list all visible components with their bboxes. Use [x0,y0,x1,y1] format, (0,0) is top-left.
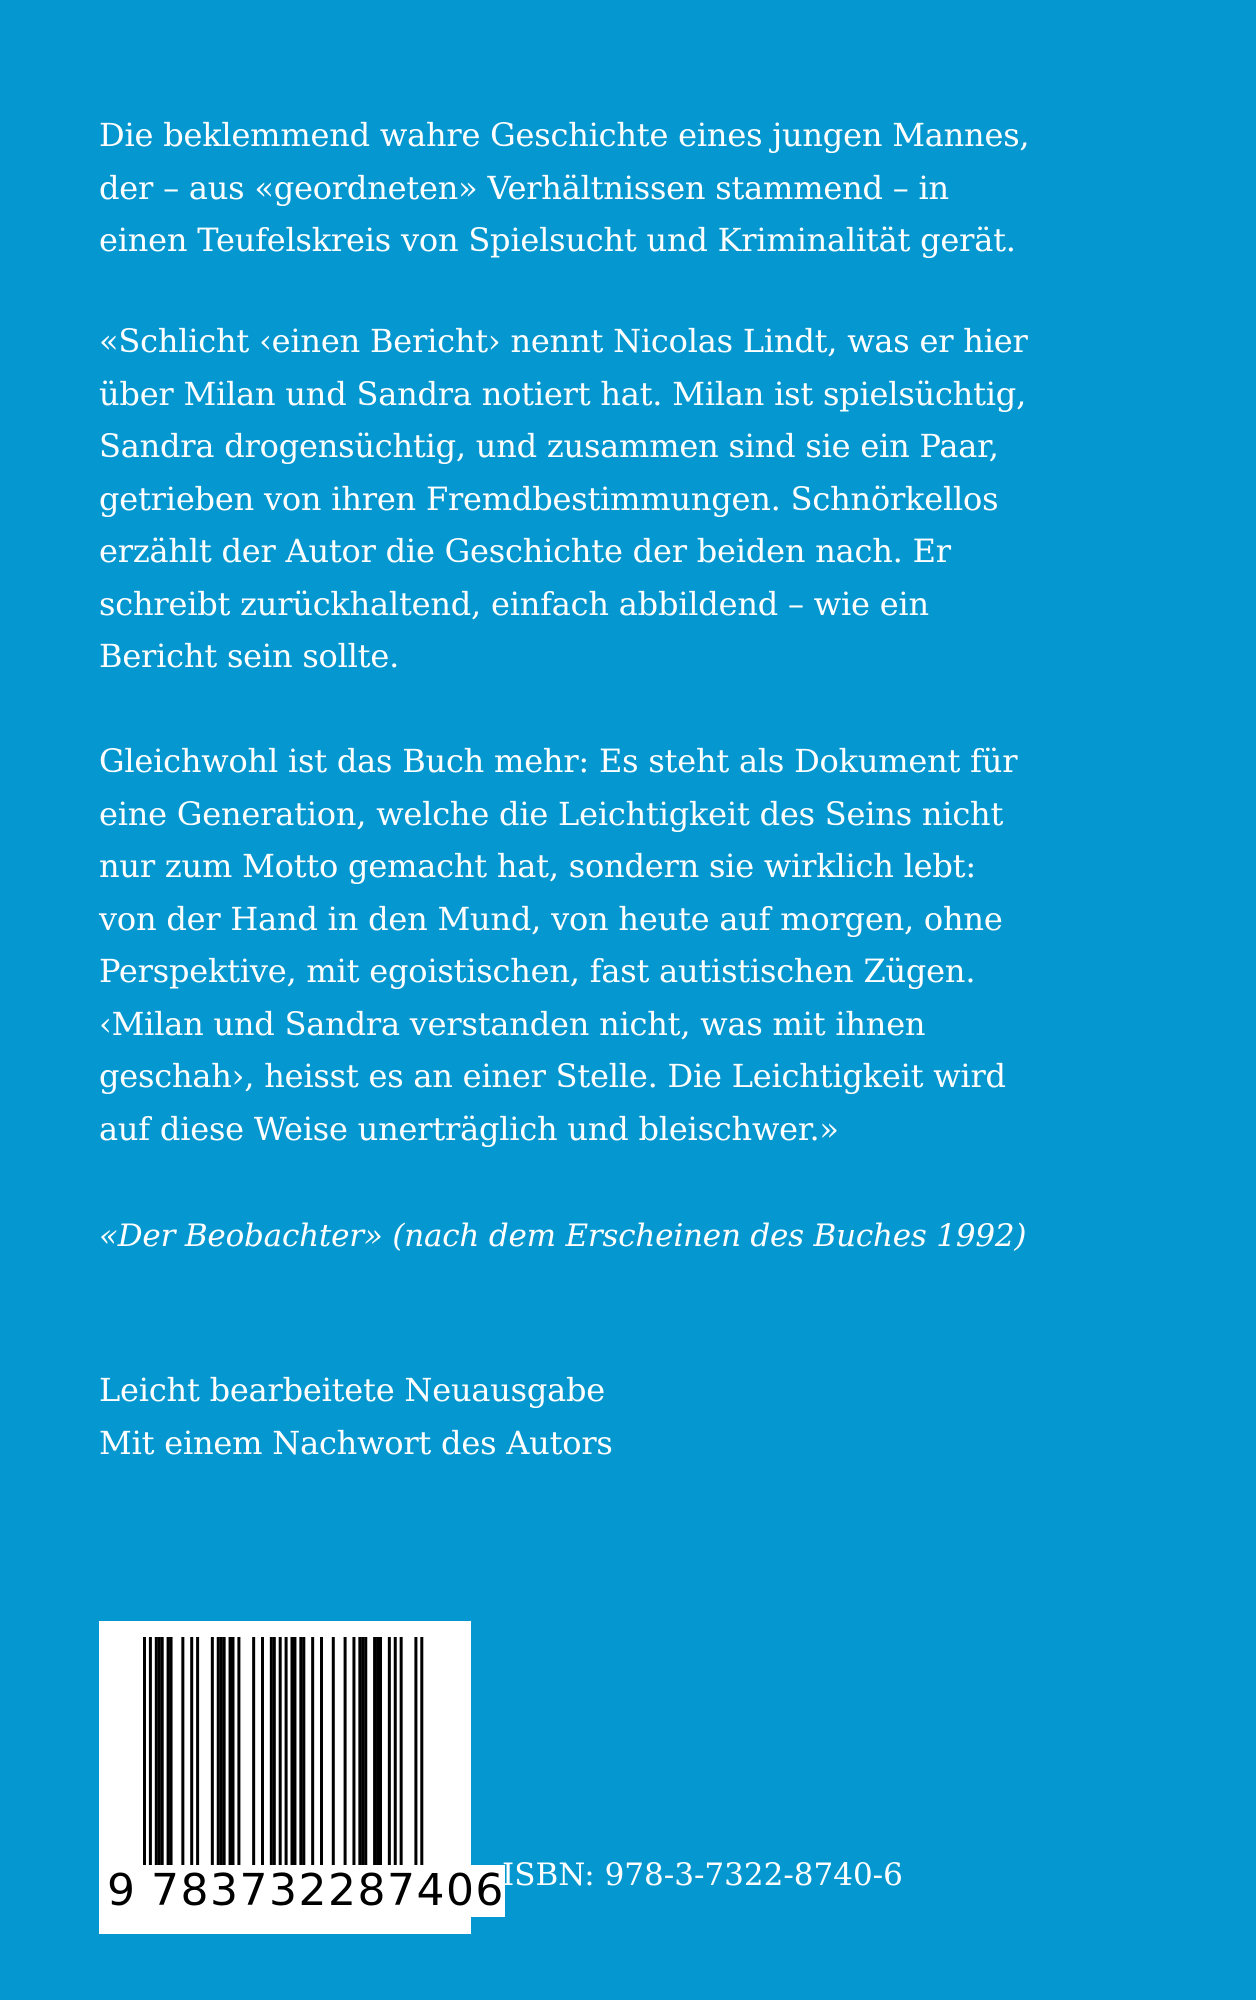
barcode-bar [181,1637,184,1865]
quote-line: auf diese Weise unerträglich und bleischwer.» [99,1109,839,1148]
quote-line: von der Hand in den Mund, von heute auf morgen, ohne [99,899,1003,938]
intro-line: der – aus «geordneten» Verhältnissen stammend – in [99,168,949,207]
quote-line: geschah›, heisst es an einer Stelle. Die Leichtigkeit wird [99,1057,1006,1095]
quote-line: Gleichwohl ist das Buch mehr: Es steht als Dokument für [99,742,1018,780]
quote-line: über Milan und Sandra notiert hat. Milan ist spielsüchtig, [99,374,1027,413]
review-quote-paragraph-2 [99,735,1139,1155]
quote-line: Sandra drogensüchtig, und zusammen sind sie ein Paar, [99,427,999,465]
barcode-bar [196,1637,199,1865]
barcode-bar [352,1637,355,1865]
barcode-bar [376,1637,379,1865]
quote-line: erzählt der Autor die Geschichte der beiden nach. Er [99,532,951,570]
barcode-bar [291,1637,294,1865]
barcode-bar [361,1637,364,1865]
barcode-bar [344,1637,347,1865]
barcode-bar [299,1637,302,1865]
intro-paragraph [99,109,1139,267]
barcode-digits [107,1865,505,1917]
barcode-bar [358,1637,361,1865]
barcode-bar [400,1637,403,1865]
quote-source: «Der Beobachter» (nach dem Erscheinen des Buches 1992) [99,1218,1027,1254]
barcode-guard-bar [420,1637,423,1891]
edition-line: Mit einem Nachwort des Autors [99,1423,613,1462]
barcode-bar [190,1637,193,1865]
barcode-guard-bar [143,1637,146,1891]
barcode-bar [394,1637,397,1865]
barcode-bar [211,1637,214,1865]
intro-line: einen Teufelskreis von Spielsucht und Kriminalität gerät. [99,221,1016,259]
barcode-bar [220,1637,223,1865]
barcode-bar [237,1637,240,1865]
barcode-bar [388,1637,391,1865]
review-quote-paragraph-1 [99,315,1139,683]
quote-line: ‹Milan und Sandra verstanden nicht, was mit ihnen [99,1004,926,1043]
quote-line: «Schlicht ‹einen Bericht› nennt Nicolas Lindt, was er hier [99,322,1028,360]
barcode-bar [302,1637,305,1865]
barcode-bar [332,1637,335,1865]
barcode-first-digit: 9 [107,1865,147,1917]
barcode-bar [170,1637,173,1865]
barcode-bar [161,1637,164,1865]
barcode-guard-bar [279,1637,282,1891]
isbn-number: ISBN: 978-3-7322-8740-6 [502,1857,903,1893]
barcode-bar [232,1637,235,1865]
barcode-bar [273,1637,276,1865]
barcode-guard-bar [149,1637,152,1891]
barcode-digit-string: 783732287406 [147,1865,505,1917]
quote-line: nur zum Motto gemacht hat, sondern sie wirklich lebt: [99,847,976,885]
barcode-bar [261,1637,264,1865]
edition-note [99,1364,1139,1469]
quote-line: schreibt zurückhaltend, einfach abbildend – wie ein [99,584,929,623]
barcode-bar [364,1637,367,1865]
barcode-bar [311,1637,314,1865]
barcode-bar [167,1637,170,1865]
barcode-bar [293,1637,296,1865]
quote-line: eine Generation, welche die Leichtigkeit des Seins nicht [99,794,1004,833]
quote-line: Bericht sein sollte. [99,637,400,675]
barcode-bar [270,1637,273,1865]
barcode-bar [373,1637,376,1865]
barcode-bar [229,1637,232,1865]
isbn-barcode [99,1621,505,1934]
barcode-bar [217,1637,220,1865]
barcode-guard-bar [285,1637,288,1891]
barcode-bar [379,1637,382,1865]
barcode-guard-bar [414,1637,417,1891]
barcode-bar [252,1637,255,1865]
quote-line: getrieben von ihren Fremdbestimmungen. Schnörkellos [99,479,999,518]
quote-line: Perspektive, mit egoistischen, fast autistischen Zügen. [99,952,976,990]
barcode-bar [158,1637,161,1865]
barcode-bar [320,1637,323,1865]
barcode-bar [155,1637,158,1865]
edition-line: Leicht bearbeitete Neuausgabe [99,1371,606,1409]
intro-line: Die beklemmend wahre Geschichte eines jungen Mannes, [99,116,1030,154]
barcode-bar [223,1637,226,1865]
